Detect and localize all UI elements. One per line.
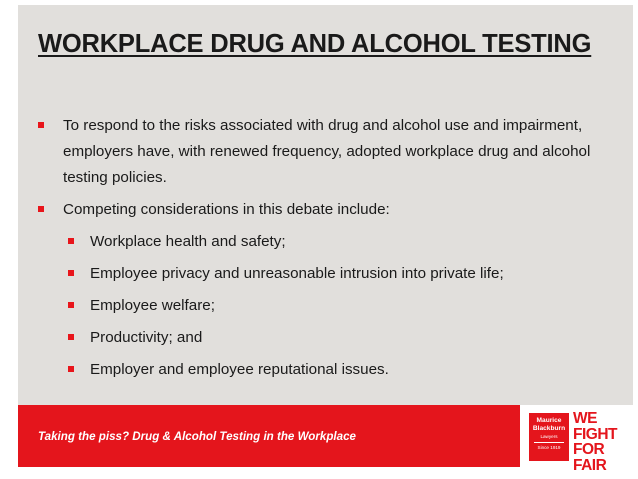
bullet-marker-icon xyxy=(68,366,74,372)
bullet-item xyxy=(37,197,597,223)
slogan-line: FIGHT xyxy=(573,425,617,443)
bullet-marker-icon xyxy=(68,302,74,308)
sub-bullet-item xyxy=(37,325,597,351)
footer-text: Taking the piss? Drug & Alcohol Testing in the Workplace xyxy=(38,430,357,443)
bullet-text: To respond to the risks associated with drug and alcohol use and impairment, employers have, with renewed frequency, adopted workplace drug and alcohol testing policies. xyxy=(63,117,591,186)
sub-bullet-item xyxy=(37,229,597,255)
bullet-text: Competing considerations in this debate include: xyxy=(63,201,390,218)
bullet-marker-icon xyxy=(68,334,74,340)
sub-bullet-text: Workplace health and safety; xyxy=(90,233,286,250)
logo-line-lawyers: Lawyers xyxy=(540,434,558,439)
logo-slogan xyxy=(573,411,617,473)
slogan-line: WE xyxy=(573,410,597,427)
slide-title: WORKPLACE DRUG AND ALCOHOL TESTING xyxy=(38,30,592,58)
sub-bullet-text: Productivity; and xyxy=(90,329,203,346)
bullet-item xyxy=(37,113,597,191)
sub-bullet-item xyxy=(37,293,597,319)
bullet-list xyxy=(37,113,597,383)
sub-bullet-text: Employee privacy and unreasonable intrusion into private life; xyxy=(90,265,504,282)
logo-line-since: Since 1919 xyxy=(537,445,561,450)
sub-bullet-text: Employee welfare; xyxy=(90,297,215,314)
bullet-marker-icon xyxy=(38,122,44,128)
sub-bullet-item xyxy=(37,261,597,287)
logo-badge xyxy=(529,413,569,461)
logo-divider xyxy=(534,442,564,443)
sub-bullet-text: Employer and employee reputational issues. xyxy=(90,361,389,378)
bullet-marker-icon xyxy=(68,270,74,276)
bullet-marker-icon xyxy=(38,206,44,212)
sub-bullet-item xyxy=(37,357,597,383)
logo-line-maurice: Maurice xyxy=(536,417,562,424)
slogan-line: FAIR xyxy=(573,456,607,474)
logo-line-blackburn: Blackburn xyxy=(532,425,566,432)
maurice-blackburn-logo xyxy=(525,405,633,474)
slogan-line: FOR xyxy=(573,441,605,458)
bullet-marker-icon xyxy=(68,238,74,244)
